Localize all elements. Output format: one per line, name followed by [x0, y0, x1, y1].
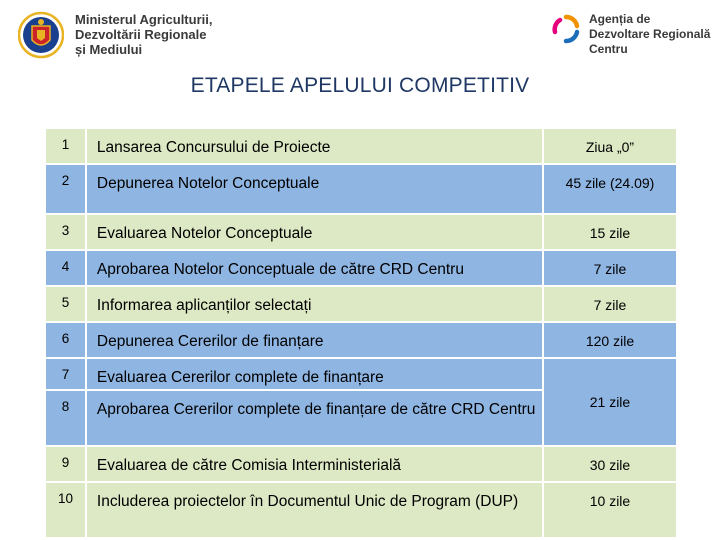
stage-name: Includerea proiectelor în Documentul Unic de Program (DUP) [86, 482, 543, 538]
stage-duration: 30 zile [543, 446, 676, 482]
ministry-line-1: Ministerul Agriculturii, [75, 12, 213, 27]
table-row [46, 128, 676, 164]
header [0, 0, 720, 70]
row-number: 3 [46, 214, 86, 250]
stage-name: Lansarea Concursului de Proiecte [86, 128, 543, 164]
stage-name: Aprobarea Notelor Conceptuale de către CRD Centru [86, 250, 543, 286]
ministry-line-2: Dezvoltării Regionale [75, 27, 207, 42]
stage-duration: 7 zile [543, 250, 676, 286]
row-number: 4 [46, 250, 86, 286]
stage-duration: 45 zile (24.09) [543, 164, 676, 214]
table-row [46, 250, 676, 286]
row-number: 7 [46, 358, 86, 390]
row-number: 8 [46, 390, 86, 446]
row-number: 1 [46, 128, 86, 164]
stage-duration: 120 zile [543, 322, 676, 358]
table-row [46, 164, 676, 214]
ministry-name [75, 12, 212, 57]
stage-name: Evaluarea Notelor Conceptuale [86, 214, 543, 250]
stage-name: Informarea aplicanților selectați [86, 286, 543, 322]
stages-table [46, 127, 676, 539]
stage-name: Depunerea Cererilor de finanțare [86, 322, 543, 358]
row-number: 9 [46, 446, 86, 482]
table-row [46, 482, 676, 538]
stage-name: Aprobarea Cererilor complete de finanțare de către CRD Centru [86, 390, 543, 446]
table-row [46, 358, 676, 390]
ministry-line-3: și Mediului [75, 42, 143, 57]
table-row [46, 286, 676, 322]
agency-name [589, 12, 710, 57]
agency-line-2: Dezvoltare Regională [589, 27, 711, 41]
row-number: 10 [46, 482, 86, 538]
row-number: 6 [46, 322, 86, 358]
page-title: ETAPELE APELULUI COMPETITIV [190, 74, 530, 97]
moldova-emblem-icon [18, 10, 64, 60]
stage-duration: 7 zile [543, 286, 676, 322]
stage-duration: 21 zile [543, 358, 676, 446]
table-row [46, 214, 676, 250]
table-row [46, 446, 676, 482]
stage-duration: 10 zile [543, 482, 676, 538]
row-number: 2 [46, 164, 86, 214]
stage-name: Evaluarea de către Comisia Interministerială [86, 446, 543, 482]
stage-duration: 15 zile [543, 214, 676, 250]
agency-line-1: Agenția de [589, 12, 651, 26]
stage-duration: Ziua „0” [543, 128, 676, 164]
agency-logo-icon [552, 14, 580, 44]
agency-line-3: Centru [589, 42, 628, 56]
table-row [46, 322, 676, 358]
row-number: 5 [46, 286, 86, 322]
stage-name: Evaluarea Cererilor complete de finanțare [86, 358, 543, 390]
stage-name: Depunerea Notelor Conceptuale [86, 164, 543, 214]
